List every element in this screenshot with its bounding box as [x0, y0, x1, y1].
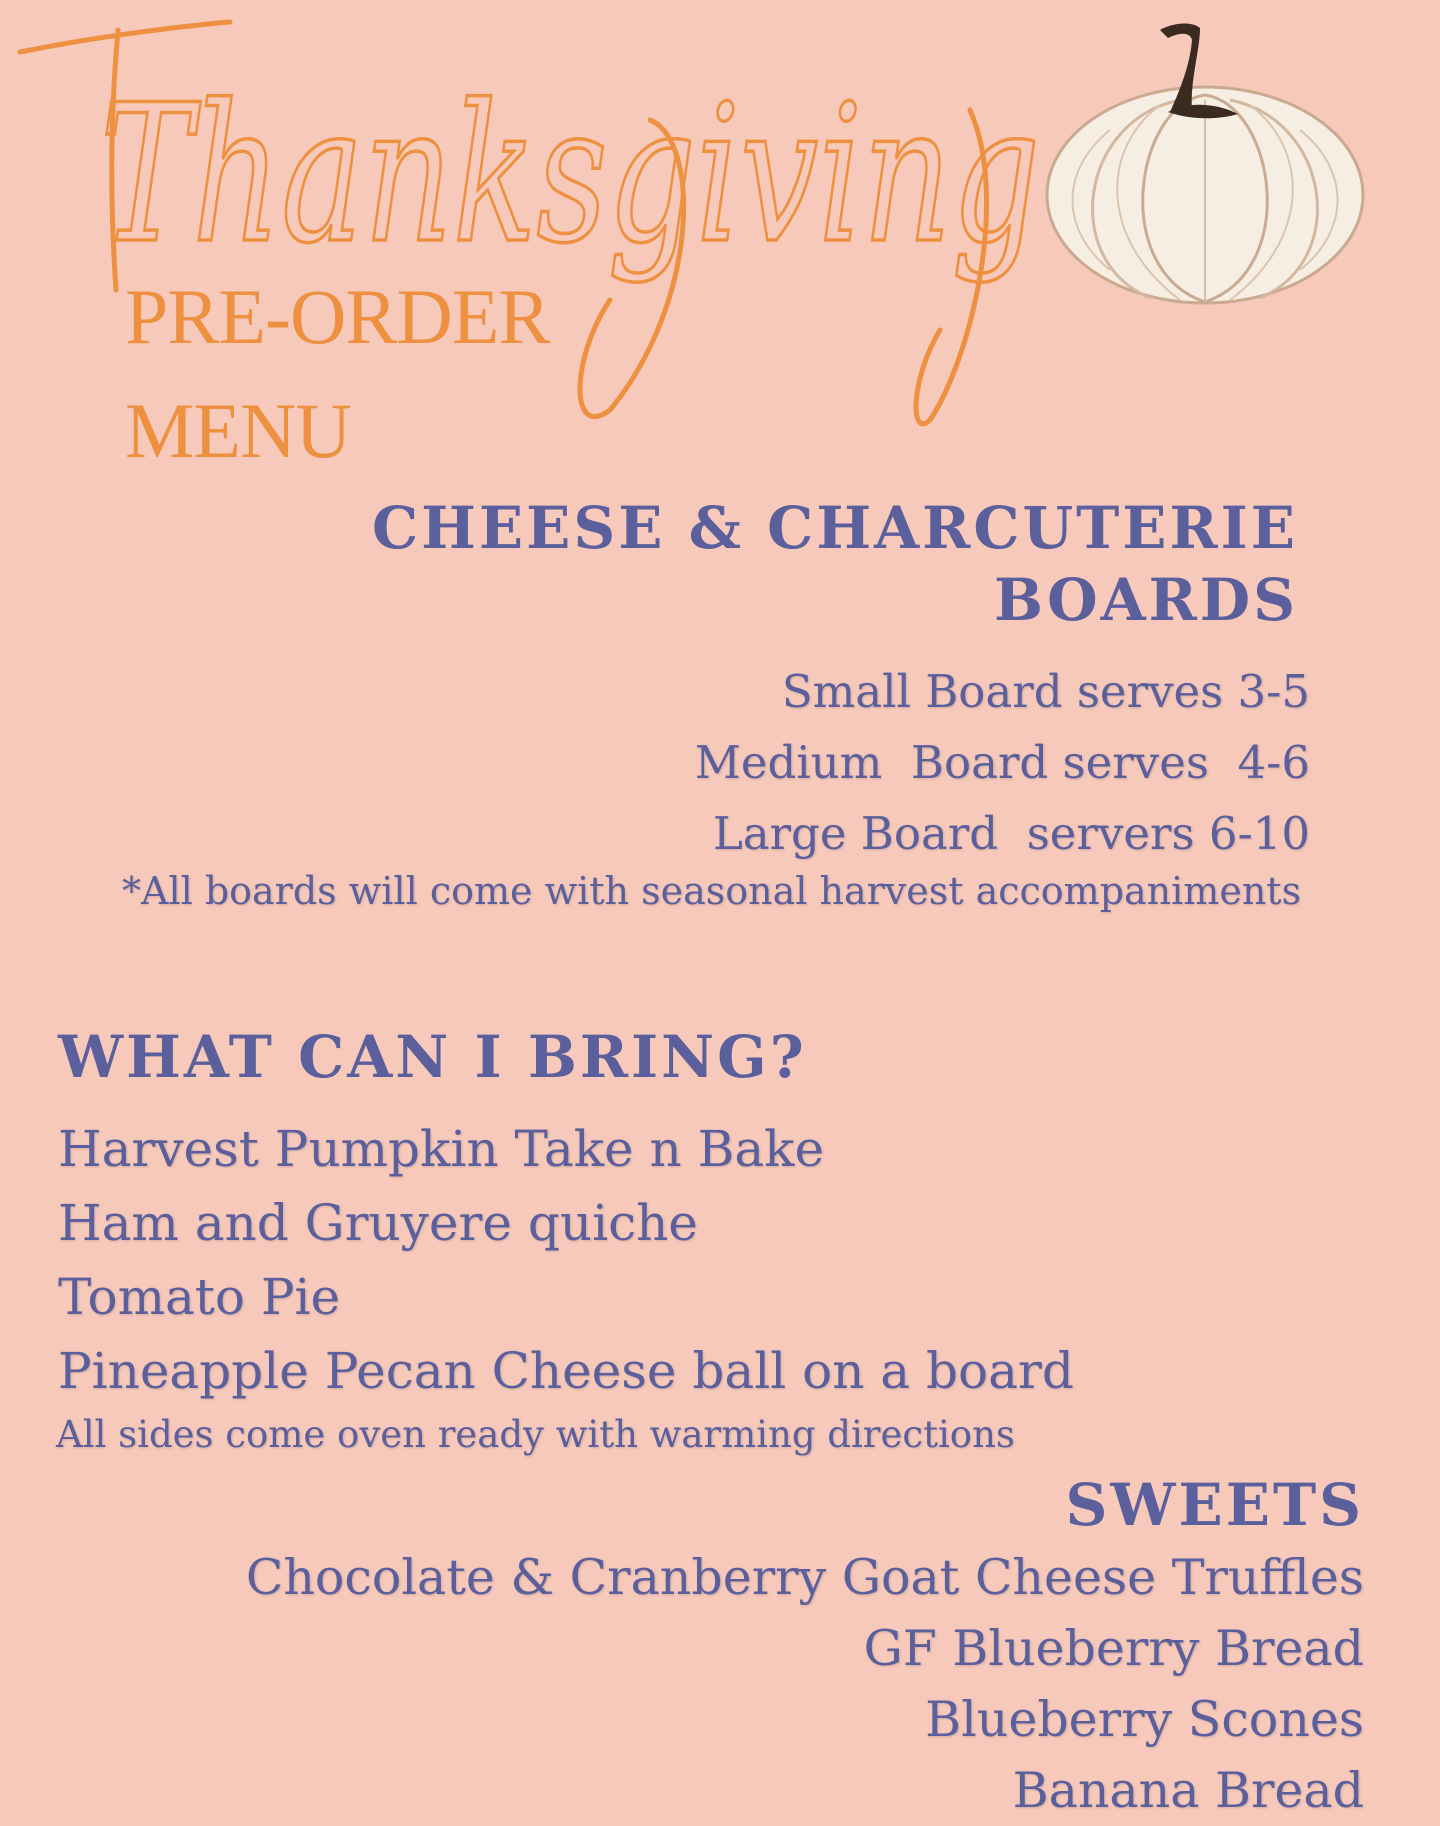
list-item: Large Board servers 6-10 — [712, 807, 1310, 860]
thanksgiving-script-title — [10, 0, 1050, 440]
boards-heading-line1: CHEESE & CHARCUTERIE — [371, 494, 1298, 562]
boards-section-heading — [372, 492, 1298, 636]
bring-note: All sides come oven ready with warming directions — [56, 1413, 1015, 1456]
menu-heading: MENU — [125, 387, 351, 474]
list-item: Blueberry Scones — [925, 1691, 1364, 1748]
list-item: Small Board serves 3-5 — [781, 665, 1310, 718]
sweets-section-heading — [1066, 1470, 1364, 1540]
list-item: Chocolate & Cranberry Goat Cheese Truffles — [245, 1549, 1364, 1606]
sweets-list — [246, 1542, 1364, 1826]
bring-list — [58, 1112, 1074, 1408]
list-item: Ham and Gruyere quiche — [58, 1194, 698, 1252]
list-item: Banana Bread — [1012, 1762, 1364, 1819]
sweets-heading: SWEETS — [1065, 1471, 1364, 1539]
white-pumpkin-icon — [1040, 10, 1370, 310]
boards-note: *All boards will come with seasonal harvest accompaniments — [122, 869, 1302, 913]
bring-heading: WHAT CAN I BRING? — [58, 1023, 807, 1091]
pre-order-heading: PRE-ORDER — [125, 273, 550, 360]
list-item: Pineapple Pecan Cheese ball on a board — [58, 1342, 1074, 1400]
script-title-text: Thanksgiving — [100, 64, 1040, 285]
list-item: Harvest Pumpkin Take n Bake — [58, 1120, 825, 1178]
bring-section-heading — [58, 1022, 807, 1092]
list-item: GF Blueberry Bread — [863, 1620, 1364, 1677]
list-item: Medium Board serves 4-6 — [694, 736, 1310, 789]
boards-list — [695, 656, 1310, 869]
list-item: Tomato Pie — [58, 1268, 341, 1326]
boards-heading-line2: BOARDS — [993, 566, 1298, 634]
